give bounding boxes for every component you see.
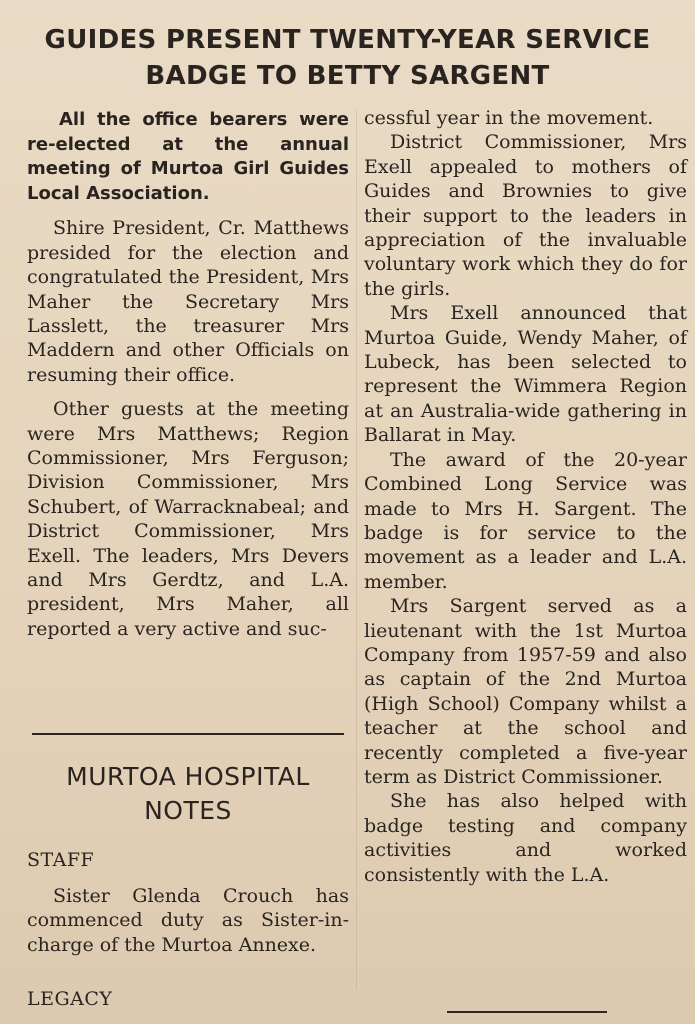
article-paragraph: Mrs Sargent served as a lieutenant with the 1st Murtoa Company from 1957-59 and also as captain of the 2nd Murtoa (High School) Company whilst a teacher at the school and recently completed a five-year term as District Commissioner. xyxy=(364,595,687,788)
hospital-staff-column xyxy=(27,884,349,957)
legacy-subheading: LEGACY xyxy=(27,988,113,1010)
article-paragraph: cessful year in the movement. xyxy=(364,107,654,129)
hospital-title-line-2: NOTES xyxy=(144,796,232,825)
column-divider xyxy=(356,110,357,990)
staff-subheading: STAFF xyxy=(27,849,95,871)
article-right-column xyxy=(364,106,687,887)
headline-line-2: BADGE TO BETTY SARGENT xyxy=(145,61,550,91)
article-left-column xyxy=(27,108,349,641)
hospital-notes-title xyxy=(27,760,349,828)
article-paragraph: Other guests at the meeting were Mrs Matthews; Region Commissioner, Mrs Ferguson; Division Commissioner, Mrs Schubert, of Warracknabeal; and District Commissioner, Mrs Exell. The leaders, Mrs Devers and Mrs Gerdtz, and L.A. president, Mrs Maher, all reported a very active and suc- xyxy=(27,398,349,640)
end-rule xyxy=(447,1011,607,1013)
article-paragraph: Mrs Exell announced that Murtoa Guide, Wendy Maher, of Lubeck, has been selected to represent the Wimmera Region at an Australia-wide gathering in Ballarat in May. xyxy=(364,302,687,447)
article-paragraph: She has also helped with badge testing and company activities and worked consistently with the L.A. xyxy=(364,790,687,886)
article-paragraph: The award of the 20-year Combined Long Service was made to Mrs H. Sargent. The badge is for service to the movement as a leader and L.A. member. xyxy=(364,448,687,593)
hospital-title-line-1: MURTOA HOSPITAL xyxy=(66,762,310,791)
article-paragraph: District Commissioner, Mrs Exell appealed to mothers of Guides and Brownies to give their support to the leaders in appreciation of the invaluable voluntary work which they do for the girls. xyxy=(364,131,687,300)
article-lead: All the office bearers were re-elected at the annual meeting of Murtoa Girl Guides Local Association. xyxy=(27,109,349,204)
headline-line-1: GUIDES PRESENT TWENTY-YEAR SERVICE xyxy=(44,25,651,55)
hospital-staff-paragraph: Sister Glenda Crouch has commenced duty as Sister-in-charge of the Murtoa Annexe. xyxy=(27,885,349,956)
section-rule xyxy=(32,733,344,735)
article-headline xyxy=(0,22,695,94)
article-paragraph: Shire President, Cr. Matthews presided for the election and congratulated the President, Mrs Maher the Secretary Mrs Lasslett, the treasurer Mrs Maddern and other Officials on resuming their office. xyxy=(27,217,349,386)
